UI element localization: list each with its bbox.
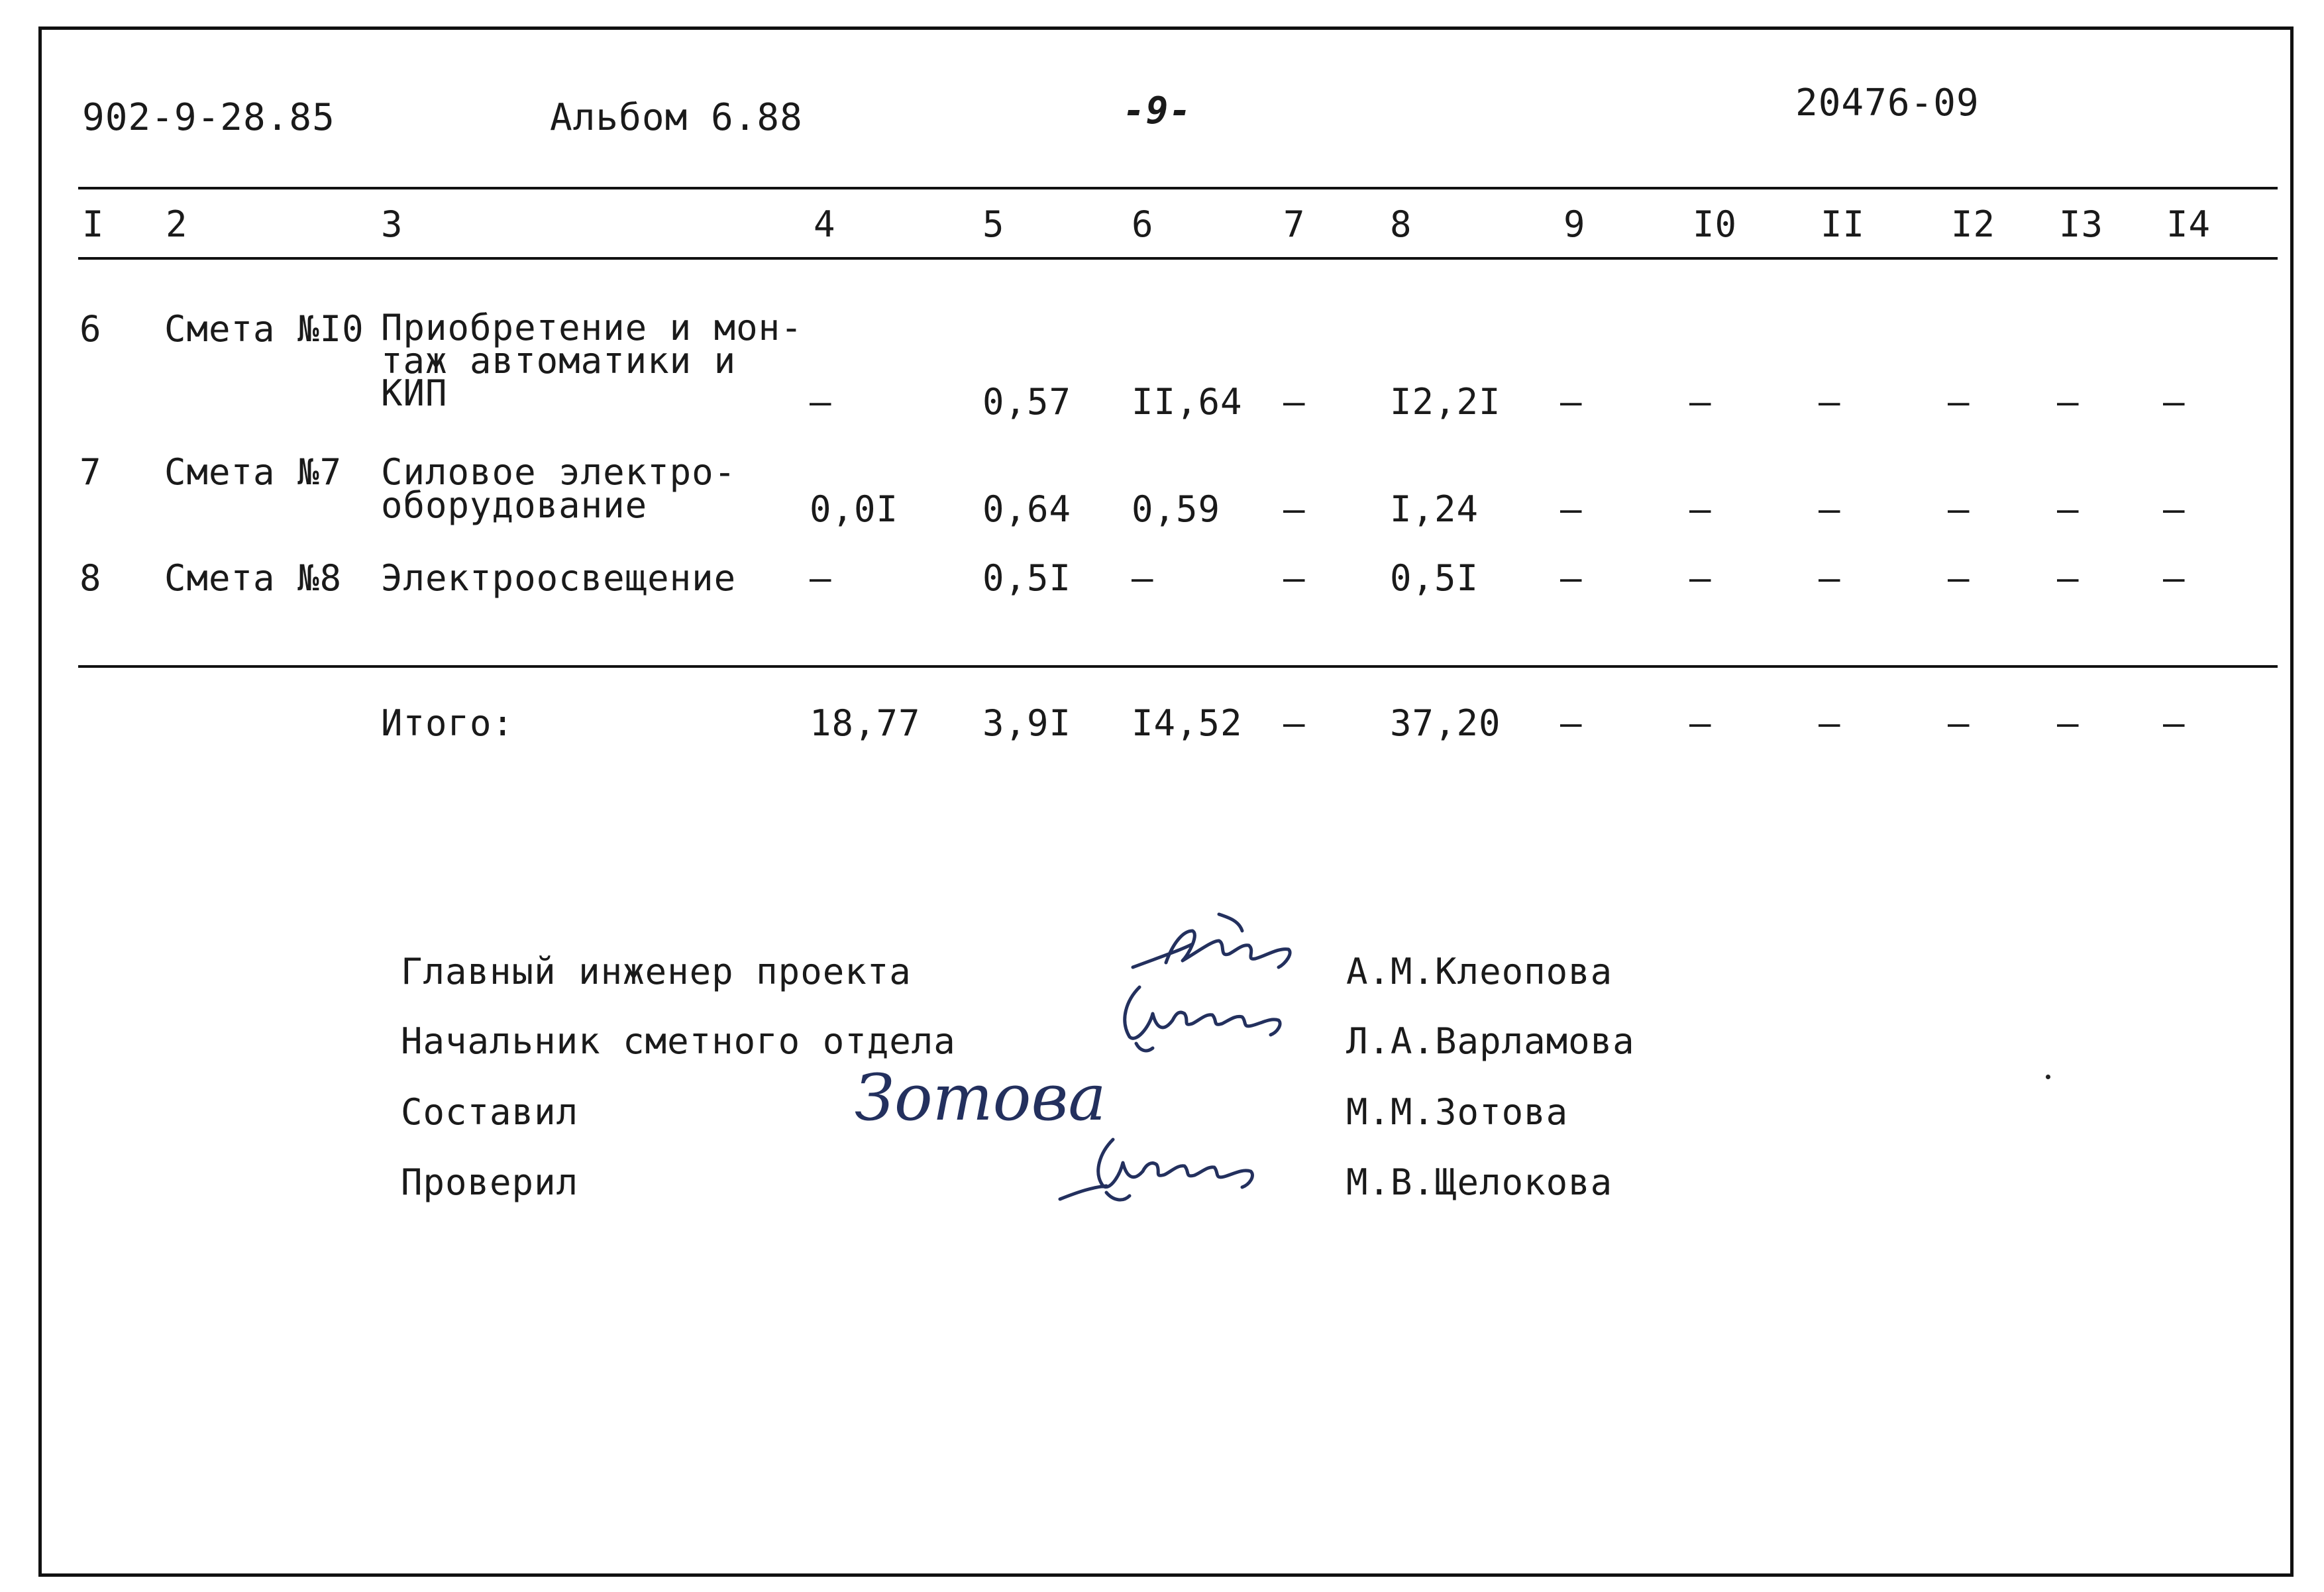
- row-value-col6: –: [1132, 557, 1154, 599]
- ink-dot: [2046, 1075, 2050, 1079]
- row-number: 8: [79, 557, 102, 599]
- row-value-col12: –: [1948, 557, 1970, 599]
- total-value-col4: 18,77: [810, 702, 921, 744]
- col-header-13: I3: [2059, 203, 2104, 245]
- total-value-col5: 3,9I: [982, 702, 1072, 744]
- row-document: Смета №I0: [164, 308, 364, 350]
- col-header-10: I0: [1693, 203, 1738, 245]
- row-value-col4: 0,0I: [810, 488, 899, 530]
- col-header-3: 3: [381, 203, 403, 245]
- signature-name: Л.А.Варламова: [1346, 1020, 1635, 1062]
- col-header-4: 4: [814, 203, 836, 245]
- row-value-col14: –: [2163, 488, 2186, 530]
- total-value-col13: –: [2057, 702, 2080, 744]
- signature-name: М.М.Зотова: [1346, 1091, 1569, 1133]
- row-value-col14: –: [2163, 557, 2186, 599]
- sheet-id: 20476-09: [1795, 81, 1980, 125]
- row-value-col10: –: [1689, 381, 1712, 423]
- row-document: Смета №7: [164, 451, 343, 493]
- row-value-col13: –: [2057, 488, 2080, 530]
- row-value-col12: –: [1948, 381, 1970, 423]
- row-number: 6: [79, 308, 102, 350]
- total-value-col6: I4,52: [1132, 702, 1243, 744]
- signature-varlamova: [1100, 974, 1298, 1060]
- col-header-11: II: [1821, 203, 1866, 245]
- row-value-col11: –: [1819, 488, 1841, 530]
- row-value-col7: –: [1283, 381, 1306, 423]
- row-value-col12: –: [1948, 488, 1970, 530]
- row-value-col11: –: [1819, 381, 1841, 423]
- row-value-col11: –: [1819, 557, 1841, 599]
- col-header-8: 8: [1390, 203, 1412, 245]
- album-label: Альбом 6.88: [550, 96, 803, 139]
- total-value-col8: 37,20: [1390, 702, 1501, 744]
- total-value-col14: –: [2163, 702, 2186, 744]
- col-header-12: I2: [1951, 203, 1996, 245]
- row-value-col4: –: [810, 557, 832, 599]
- row-value-col13: –: [2057, 557, 2080, 599]
- row-value-col8: I,24: [1390, 488, 1479, 530]
- row-value-col9: –: [1560, 488, 1583, 530]
- row-value-col6: 0,59: [1132, 488, 1221, 530]
- row-value-col5: 0,5I: [982, 557, 1072, 599]
- row-value-col9: –: [1560, 381, 1583, 423]
- header-rule-top: [78, 187, 2278, 189]
- total-value-col10: –: [1689, 702, 1712, 744]
- row-value-col6: II,64: [1132, 381, 1243, 423]
- col-header-7: 7: [1283, 203, 1306, 245]
- total-label: Итого:: [381, 702, 515, 744]
- row-value-col7: –: [1283, 557, 1306, 599]
- row-value-col5: 0,57: [982, 381, 1072, 423]
- row-document: Смета №8: [164, 557, 343, 599]
- signature-role: Начальник сметного отдела: [401, 1020, 956, 1062]
- row-value-col9: –: [1560, 557, 1583, 599]
- col-header-6: 6: [1132, 203, 1154, 245]
- row-value-col5: 0,64: [982, 488, 1072, 530]
- col-header-1: I: [82, 203, 105, 245]
- total-value-col9: –: [1560, 702, 1583, 744]
- row-value-col10: –: [1689, 488, 1712, 530]
- total-value-col12: –: [1948, 702, 1970, 744]
- row-value-col14: –: [2163, 381, 2186, 423]
- total-value-col11: –: [1819, 702, 1841, 744]
- document-code: 902-9-28.85: [82, 96, 335, 139]
- row-value-col4: –: [810, 381, 832, 423]
- row-value-col7: –: [1283, 488, 1306, 530]
- total-value-col7: –: [1283, 702, 1306, 744]
- page-number: -9-: [1123, 89, 1192, 133]
- signature-role: Главный инженер проекта: [401, 951, 912, 992]
- signature-role: Составил: [401, 1091, 579, 1133]
- row-value-col10: –: [1689, 557, 1712, 599]
- signature-role: Проверил: [401, 1161, 579, 1203]
- row-value-col8: 0,5I: [1390, 557, 1479, 599]
- row-description: Силовое электро- оборудование: [381, 451, 737, 526]
- col-header-14: I4: [2166, 203, 2211, 245]
- row-value-col8: I2,2I: [1390, 381, 1501, 423]
- signature-name: А.М.Клеопова: [1346, 951, 1613, 992]
- col-header-2: 2: [166, 203, 188, 245]
- row-number: 7: [79, 451, 102, 493]
- col-header-5: 5: [982, 203, 1005, 245]
- signature-name: М.В.Щелокова: [1346, 1161, 1613, 1203]
- signature-kleopova: [1120, 904, 1305, 984]
- row-value-col13: –: [2057, 381, 2080, 423]
- col-header-9: 9: [1563, 203, 1586, 245]
- svg-text:Зотова: Зотова: [855, 1061, 1106, 1135]
- signature-shchelokova: [1053, 1113, 1292, 1212]
- total-rule: [78, 665, 2278, 668]
- row-description: Электроосвещение: [381, 557, 737, 599]
- header-rule-bottom: [78, 257, 2278, 260]
- row-description: Приобретение и мон- таж автоматики и КИП: [381, 307, 803, 415]
